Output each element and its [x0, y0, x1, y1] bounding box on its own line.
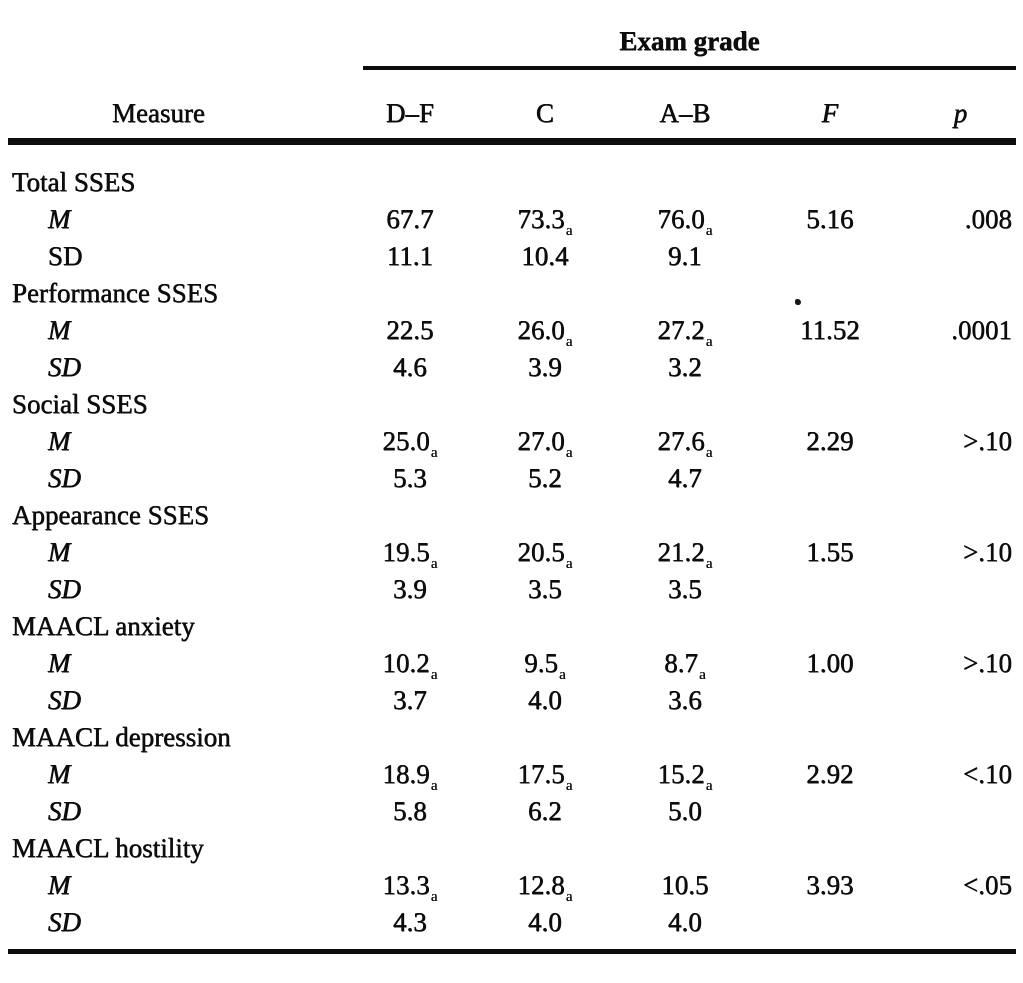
cell-grade-c-value: $26.0_a$	[517, 314, 573, 350]
spanner-cell	[345, 18, 1016, 70]
subscript-a: a	[705, 444, 713, 461]
cell-grade-ab-value: 4.7	[668, 462, 702, 493]
measure-group-label: Social SSES	[12, 388, 148, 419]
cell-f-statistic: 5.16	[806, 203, 854, 234]
measure-group-label: MAACL depression	[12, 721, 231, 752]
cell-p-value: >.10	[963, 536, 1013, 567]
column-header-grade-c: C	[475, 70, 615, 141]
statistic-row	[8, 571, 1016, 608]
cell-grade-ab-value: $76.0_a$	[657, 203, 713, 239]
cell-p-value	[905, 793, 1016, 830]
cell-grade-c-value: 5.2	[528, 462, 562, 493]
cell-grade-df-value: $10.2_a$	[382, 647, 438, 683]
measure-group-row	[8, 608, 1016, 645]
cell-f-statistic	[755, 571, 905, 608]
subscript-a: a	[705, 555, 713, 572]
cell-p-value	[905, 571, 1016, 608]
cell-grade-c-value: $17.5_a$	[517, 758, 573, 794]
cell-grade-c-value: $12.8_a$	[517, 869, 573, 905]
table-body	[8, 141, 1016, 951]
cell-p-value	[905, 460, 1016, 497]
cell-p-value: >.10	[963, 647, 1013, 678]
cell-grade-df-value: 67.7	[386, 203, 434, 234]
cell-grade-c-value: 6.2	[528, 795, 562, 826]
subscript-a: a	[565, 555, 573, 572]
measure-group-label: MAACL anxiety	[12, 610, 195, 641]
column-header-f-statistic: F	[755, 70, 905, 141]
cell-f-statistic	[755, 793, 905, 830]
cell-grade-ab-value: 4.0	[615, 904, 755, 952]
subscript-a: a	[430, 444, 438, 461]
cell-grade-df-value: 11.1	[386, 240, 434, 271]
cell-p-value: >.10	[963, 425, 1013, 456]
cell-f-statistic	[755, 238, 905, 275]
cell-grade-df-value: 5.8	[393, 795, 427, 826]
cell-f-statistic: 1.55	[806, 536, 854, 567]
statistic-row	[8, 238, 1016, 275]
statistic-row	[8, 645, 1016, 682]
statistic-row	[8, 349, 1016, 386]
statistic-label: SD	[48, 573, 81, 604]
cell-grade-c-value: $73.3_a$	[517, 203, 573, 239]
statistic-label: SD	[8, 904, 345, 952]
measure-group-row	[8, 275, 1016, 312]
statistic-label: SD	[48, 351, 81, 382]
statistic-label: M	[48, 536, 71, 567]
subscript-a: a	[565, 333, 573, 350]
cell-p-value	[905, 682, 1016, 719]
cell-grade-c-value: 4.0	[528, 684, 562, 715]
cell-grade-ab-value: $21.2_a$	[657, 536, 713, 572]
exam-grade-spanner-label: Exam grade	[619, 26, 760, 56]
cell-p-value: .0001	[951, 314, 1013, 345]
cell-grade-ab-value: $8.7_a$	[664, 647, 706, 683]
subscript-a: a	[430, 666, 438, 683]
measure-group-label: Total SSES	[12, 166, 136, 197]
measure-group-label: Appearance SSES	[12, 499, 210, 530]
cell-grade-ab-value: 5.0	[668, 795, 702, 826]
subscript-a: a	[565, 777, 573, 794]
statistic-row	[8, 534, 1016, 571]
statistic-row	[8, 756, 1016, 793]
cell-p-value: <.05	[963, 869, 1013, 900]
column-header-grade-df: D–F	[345, 70, 475, 141]
cell-f-statistic: 2.29	[806, 425, 854, 456]
cell-grade-ab-value: 9.1	[668, 240, 702, 271]
cell-p-value	[905, 349, 1016, 386]
subscript-a: a	[559, 666, 566, 683]
cell-grade-ab-value: $27.2_a$	[657, 314, 713, 350]
cell-grade-df-value: $25.0_a$	[382, 425, 438, 461]
cell-p-value: <.10	[963, 758, 1013, 789]
cell-grade-ab-value: $15.2_a$	[657, 758, 713, 794]
spanner-row	[8, 18, 1016, 70]
cell-grade-df-value: $18.9_a$	[382, 758, 438, 794]
statistic-label: M	[48, 758, 71, 789]
cell-grade-df-value: 5.3	[393, 462, 427, 493]
cell-grade-df-value: 3.7	[393, 684, 427, 715]
statistic-label: M	[48, 869, 71, 900]
cell-grade-df-value: $13.3_a$	[382, 869, 438, 905]
cell-f-statistic: 2.92	[806, 758, 854, 789]
column-header-measure: Measure	[8, 70, 345, 141]
statistic-label: M	[48, 425, 71, 456]
measure-group-row	[8, 497, 1016, 534]
column-header-grade-ab: A–B	[615, 70, 755, 141]
subscript-a: a	[430, 777, 438, 794]
subscript-a: a	[565, 222, 573, 239]
statistic-row	[8, 460, 1016, 497]
cell-p-value	[905, 904, 1016, 952]
cell-f-statistic	[755, 904, 905, 952]
measure-group-row	[8, 141, 1016, 201]
cell-grade-df-value: 22.5	[386, 314, 434, 345]
subscript-a: a	[705, 222, 713, 239]
statistic-row	[8, 682, 1016, 719]
subscript-a: a	[430, 888, 438, 905]
measure-group-row	[8, 386, 1016, 423]
cell-f-statistic	[755, 460, 905, 497]
measure-group-label: Performance SSES	[12, 277, 219, 308]
cell-grade-ab-value: 3.2	[668, 351, 702, 382]
statistic-label: M	[48, 314, 71, 345]
subscript-a: a	[705, 777, 713, 794]
statistic-label: SD	[48, 684, 81, 715]
statistic-label: M	[48, 203, 71, 234]
table-header	[8, 18, 1016, 141]
measure-group-row	[8, 830, 1016, 867]
cell-grade-c-value: 4.0	[475, 904, 615, 952]
cell-grade-c-value: 3.9	[528, 351, 562, 382]
cell-f-statistic: 11.52	[800, 314, 860, 345]
statistic-row	[8, 312, 1016, 349]
cell-f-statistic: 1.00	[806, 647, 854, 678]
cell-grade-c-value: $27.0_a$	[517, 425, 573, 461]
cell-grade-c-value: 10.4	[521, 240, 569, 271]
cell-grade-c-value: 3.5	[528, 573, 562, 604]
statistic-row	[8, 904, 1016, 952]
cell-f-statistic	[755, 349, 905, 386]
statistic-row	[8, 201, 1016, 238]
cell-f-statistic	[755, 682, 905, 719]
cell-grade-ab-value: $27.6_a$	[657, 425, 713, 461]
statistic-label: SD	[48, 795, 81, 826]
cell-grade-ab-value: 3.6	[668, 684, 702, 715]
subscript-a: a	[705, 333, 713, 350]
statistic-label: SD	[48, 462, 81, 493]
cell-grade-ab-value: 3.5	[668, 573, 702, 604]
statistic-row	[8, 793, 1016, 830]
cell-grade-c-value: $9.5_a$	[524, 647, 566, 683]
cell-grade-df-value: $19.5_a$	[382, 536, 438, 572]
subscript-a: a	[565, 444, 573, 461]
statistic-row	[8, 867, 1016, 904]
cell-p-value: .008	[964, 203, 1013, 234]
statistic-label: M	[48, 647, 71, 678]
measure-group-row	[8, 719, 1016, 756]
subscript-a: a	[565, 888, 573, 905]
statistic-label: SD	[48, 240, 83, 271]
spanner-empty-cell	[8, 18, 345, 70]
column-header-row	[8, 70, 1016, 141]
cell-grade-ab-value: 10.5	[661, 869, 709, 900]
cell-grade-df-value: 3.9	[393, 573, 427, 604]
statistic-row	[8, 423, 1016, 460]
measure-group-label: MAACL hostility	[12, 832, 204, 863]
subscript-a: a	[430, 555, 438, 572]
exam-grade-statistics-table	[8, 18, 1016, 954]
cell-grade-df-value: 4.6	[393, 351, 427, 382]
cell-grade-c-value: $20.5_a$	[517, 536, 573, 572]
scan-artifact-dot	[795, 299, 801, 305]
column-header-p-value: p	[905, 70, 1016, 141]
exam-grade-spanner-rule	[363, 18, 1016, 70]
cell-f-statistic: 3.93	[806, 869, 854, 900]
cell-grade-df-value: 4.3	[345, 904, 475, 952]
cell-p-value	[905, 238, 1016, 275]
subscript-a: a	[699, 666, 706, 683]
